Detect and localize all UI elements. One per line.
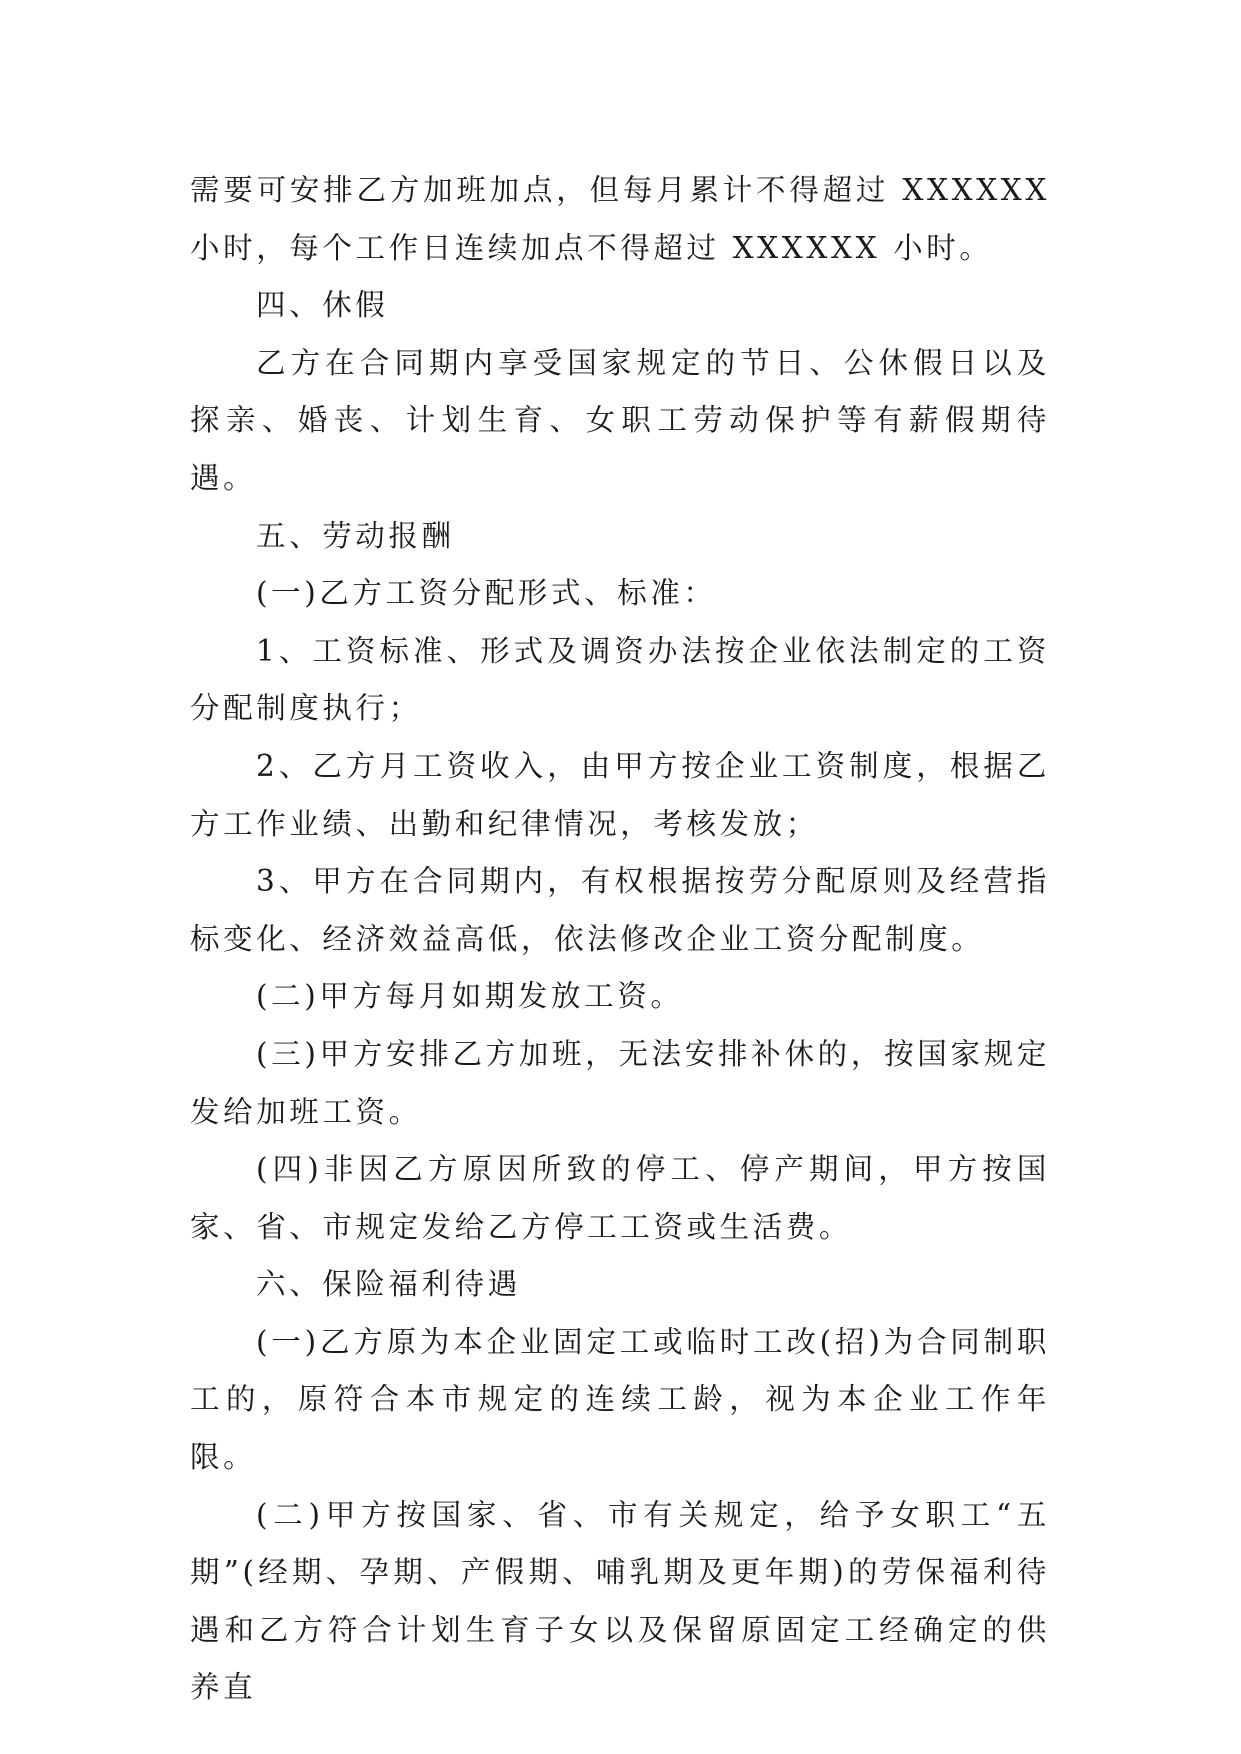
paragraph-monthly-pay: (二)甲方每月如期发放工资。	[256, 979, 684, 1014]
section-heading-insurance: 六、保险福利待遇	[256, 1267, 521, 1302]
paragraph-seniority: (一)乙方原为本企业固定工或临时工改(招)为合同制职工的，原符合本市规定的连续工龄，视为本企业工作年限。	[190, 1324, 1050, 1475]
paragraph-wage-item-3: 3、甲方在合同期内，有权根据按劳分配原则及经营指标变化、经济效益高低，依法修改企业工资分配制度。	[190, 864, 1050, 956]
section-heading-leave: 四、休假	[256, 288, 389, 323]
paragraph-stoppage-pay: (四)非因乙方原因所致的停工、停产期间，甲方按国家、省、市规定发给乙方停工工资或生活费。	[190, 1152, 1050, 1244]
paragraph-wage-item-1: 1、工资标准、形式及调资办法按企业依法制定的工资分配制度执行；	[190, 633, 1050, 726]
document-body	[190, 162, 1050, 1717]
paragraph-wage-form: (一)乙方工资分配形式、标准：	[256, 576, 717, 611]
section-heading-remuneration: 五、劳动报酬	[256, 518, 455, 553]
paragraph-overtime-pay: (三)甲方安排乙方加班，无法安排补休的，按国家规定发给加班工资。	[190, 1036, 1050, 1129]
paragraph-female-welfare: (二)甲方按国家、省、市有关规定，给予女职工“五期”(经期、孕期、产假期、哺乳期及更年期)的劳保福利待遇和乙方符合计划生育子女以及保留原固定工经确定的供养直	[190, 1497, 1050, 1705]
paragraph-leave: 乙方在合同期内享受国家规定的节日、公休假日以及探亲、婚丧、计划生育、女职工劳动保护等有薪假期待遇。	[190, 345, 1050, 495]
paragraph-wage-item-2: 2、乙方月工资收入，由甲方按企业工资制度，根据乙方工作业绩、出勤和纪律情况，考核发放；	[190, 748, 1050, 841]
paragraph-overtime-limit: 需要可安排乙方加班加点，但每月累计不得超过 XXXXXX 小时，每个工作日连续加点不得超过 XXXXXX 小时。	[190, 173, 1050, 265]
